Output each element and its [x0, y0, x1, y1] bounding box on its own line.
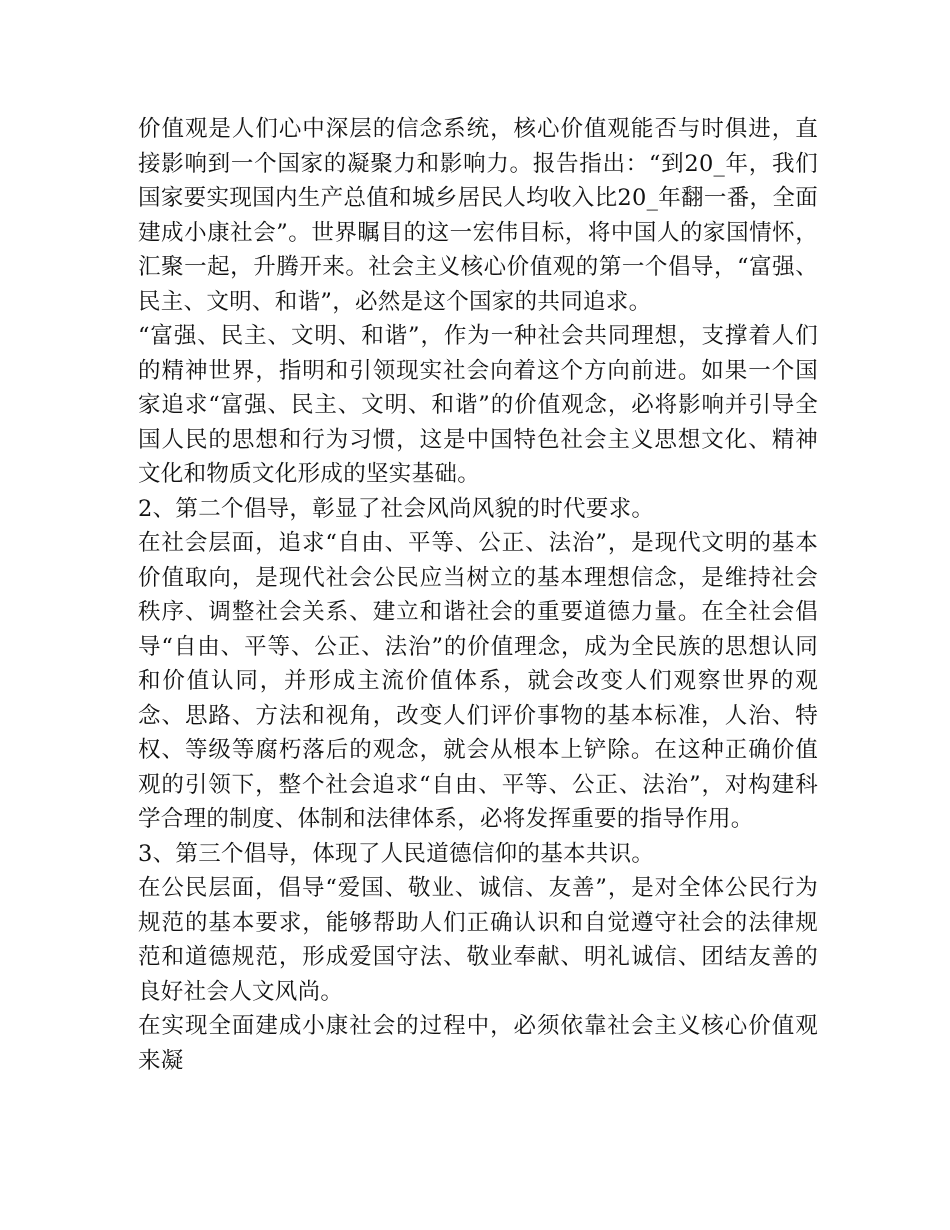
heading-second-advocacy: 2、第二个倡导，彰显了社会风尚风貌的时代要求。 [138, 495, 655, 522]
document-body [138, 112, 818, 1078]
paragraph-national-ideal: “富强、民主、文明、和谐”，作为一种社会共同理想，支撑着人们的精神世界，指明和引领现实社会向着这个方向前进。如果一个国家追求“富强、民主、文明、和谐”的价值观念，必将影响并引导全国人民的思想和行为习惯，这是中国特色社会主义思想文化、精神文化和物质文化形成的坚实基础。 [138, 323, 818, 487]
paragraph-intro: 价值观是人们心中深层的信念系统，核心价值观能否与时俱进，直接影响到一个国家的凝聚力和影响力。报告指出：“到20_年，我们国家要实现国内生产总值和城乡居民人均收入比20_年翻一番，全面建成小康社会”。世界瞩目的这一宏伟目标，将中国人的家国情怀，汇聚一起，升腾开来。社会主义核心价值观的第一个倡导，“富强、民主、文明、和谐”，必然是这个国家的共同追求。 [138, 116, 818, 315]
paragraph-conclusion: 在实现全面建成小康社会的过程中，必须依靠社会主义核心价值观来凝 [138, 1013, 818, 1074]
paragraph-citizen-level: 在公民层面，倡导“爱国、敬业、诚信、友善”，是对全体公民行为规范的基本要求，能够帮助人们正确认识和自觉遵守社会的法律规范和道德规范，形成爱国守法、敬业奉献、明礼诚信、团结友善的良好社会人文风尚。 [138, 875, 818, 1005]
heading-third-advocacy: 3、第三个倡导，体现了人民道德信仰的基本共识。 [138, 840, 655, 867]
paragraph-social-level: 在社会层面，追求“自由、平等、公正、法治”，是现代文明的基本价值取向，是现代社会公民应当树立的基本理想信念，是维持社会秩序、调整社会关系、建立和谐社会的重要道德力量。在全社会倡导“自由、平等、公正、法治”的价值理念，成为全民族的思想认同和价值认同，并形成主流价值体系，就会改变人们观察世界的观念、思路、方法和视角，改变人们评价事物的基本标准，人治、特权、等级等腐朽落后的观念，就会从根本上铲除。在这种正确价值观的引领下，整个社会追求“自由、平等、公正、法治”，对构建科学合理的制度、体制和法律体系，必将发挥重要的指导作用。 [138, 530, 818, 832]
